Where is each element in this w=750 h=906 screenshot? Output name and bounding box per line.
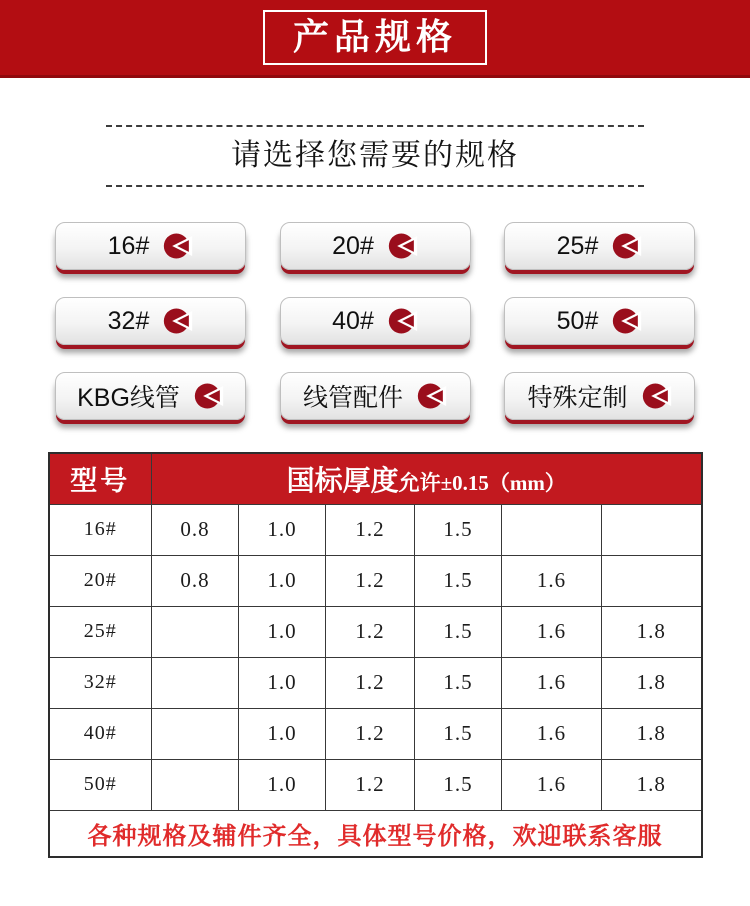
value-cell: 1.0 bbox=[239, 555, 326, 606]
table-row bbox=[49, 708, 702, 759]
spec-button-25[interactable] bbox=[504, 222, 695, 270]
spec-button-label: 线管配件 bbox=[302, 384, 403, 412]
value-cell: 1.8 bbox=[602, 657, 702, 708]
header-banner bbox=[0, 0, 750, 78]
value-cell: 1.0 bbox=[239, 759, 326, 810]
dashed-divider-bottom bbox=[106, 185, 644, 187]
value-cell: 1.0 bbox=[239, 657, 326, 708]
spec-button-20[interactable] bbox=[280, 222, 471, 270]
table-row bbox=[49, 657, 702, 708]
click-pie-icon bbox=[612, 306, 642, 336]
value-cell: 1.6 bbox=[502, 708, 602, 759]
table-row bbox=[49, 504, 702, 555]
model-cell: 25# bbox=[49, 606, 152, 657]
value-cell: 1.2 bbox=[326, 708, 415, 759]
model-cell: 32# bbox=[49, 657, 152, 708]
table-row bbox=[49, 759, 702, 810]
value-cell: 1.5 bbox=[415, 555, 502, 606]
click-pie-icon bbox=[417, 381, 447, 411]
spec-button-50[interactable] bbox=[504, 297, 695, 345]
thickness-tolerance: 允许±0.15（mm） bbox=[398, 470, 566, 495]
click-pie-icon bbox=[642, 381, 672, 411]
value-cell bbox=[152, 708, 239, 759]
spec-button-label: 20# bbox=[332, 231, 374, 260]
spec-button-grid bbox=[55, 222, 695, 420]
click-pie-icon bbox=[163, 231, 193, 261]
table-header-thickness bbox=[152, 453, 702, 504]
value-cell: 1.6 bbox=[502, 555, 602, 606]
value-cell: 1.6 bbox=[502, 759, 602, 810]
value-cell bbox=[152, 759, 239, 810]
value-cell: 1.2 bbox=[326, 759, 415, 810]
click-pie-icon bbox=[194, 381, 224, 411]
value-cell: 1.8 bbox=[602, 708, 702, 759]
header-title-frame bbox=[263, 10, 487, 66]
value-cell: 1.5 bbox=[415, 504, 502, 555]
section-heading bbox=[106, 125, 644, 187]
spec-button-conduit-fittings[interactable] bbox=[280, 372, 471, 420]
value-cell bbox=[152, 606, 239, 657]
click-pie-icon bbox=[163, 306, 193, 336]
table-footer-row bbox=[49, 810, 702, 857]
click-pie-icon bbox=[388, 231, 418, 261]
table-row bbox=[49, 606, 702, 657]
spec-button-label: KBG线管 bbox=[77, 384, 180, 412]
value-cell bbox=[602, 504, 702, 555]
value-cell: 1.0 bbox=[239, 504, 326, 555]
spec-button-label: 50# bbox=[556, 306, 599, 335]
value-cell: 1.2 bbox=[326, 606, 415, 657]
model-cell: 50# bbox=[49, 759, 152, 810]
value-cell: 1.5 bbox=[415, 657, 502, 708]
model-cell: 16# bbox=[49, 504, 152, 555]
value-cell: 1.8 bbox=[602, 606, 702, 657]
spec-button-custom[interactable] bbox=[504, 372, 695, 420]
spec-button-label: 32# bbox=[107, 306, 150, 335]
table-footer-note: 各种规格及辅件齐全，具体型号价格，欢迎联系客服 bbox=[49, 810, 702, 857]
value-cell bbox=[502, 504, 602, 555]
table-header-model: 型号 bbox=[49, 453, 152, 504]
value-cell: 0.8 bbox=[152, 504, 239, 555]
value-cell: 1.2 bbox=[326, 504, 415, 555]
click-pie-icon bbox=[388, 306, 418, 336]
spec-table bbox=[48, 452, 703, 858]
value-cell: 1.8 bbox=[602, 759, 702, 810]
click-pie-icon bbox=[612, 231, 642, 261]
spec-button-label: 25# bbox=[556, 231, 599, 260]
spec-button-label: 16# bbox=[107, 231, 150, 260]
spec-button-label: 特殊定制 bbox=[527, 384, 628, 412]
model-cell: 20# bbox=[49, 555, 152, 606]
value-cell: 0.8 bbox=[152, 555, 239, 606]
table-header-row bbox=[49, 453, 702, 504]
value-cell: 1.0 bbox=[239, 606, 326, 657]
value-cell: 1.5 bbox=[415, 759, 502, 810]
value-cell: 1.6 bbox=[502, 606, 602, 657]
thickness-title: 国标厚度 bbox=[286, 465, 399, 497]
value-cell: 1.0 bbox=[239, 708, 326, 759]
value-cell bbox=[602, 555, 702, 606]
value-cell: 1.5 bbox=[415, 606, 502, 657]
spec-button-label: 40# bbox=[332, 306, 374, 335]
page-title: 产品规格 bbox=[292, 15, 457, 57]
section-title: 请选择您需要的规格 bbox=[231, 139, 519, 172]
spec-button-32[interactable] bbox=[55, 297, 246, 345]
value-cell: 1.2 bbox=[326, 555, 415, 606]
value-cell: 1.2 bbox=[326, 657, 415, 708]
spec-button-16[interactable] bbox=[55, 222, 246, 270]
value-cell bbox=[152, 657, 239, 708]
model-cell: 40# bbox=[49, 708, 152, 759]
table-row bbox=[49, 555, 702, 606]
value-cell: 1.6 bbox=[502, 657, 602, 708]
spec-button-40[interactable] bbox=[280, 297, 471, 345]
spec-button-kbg-conduit[interactable] bbox=[55, 372, 246, 420]
value-cell: 1.5 bbox=[415, 708, 502, 759]
